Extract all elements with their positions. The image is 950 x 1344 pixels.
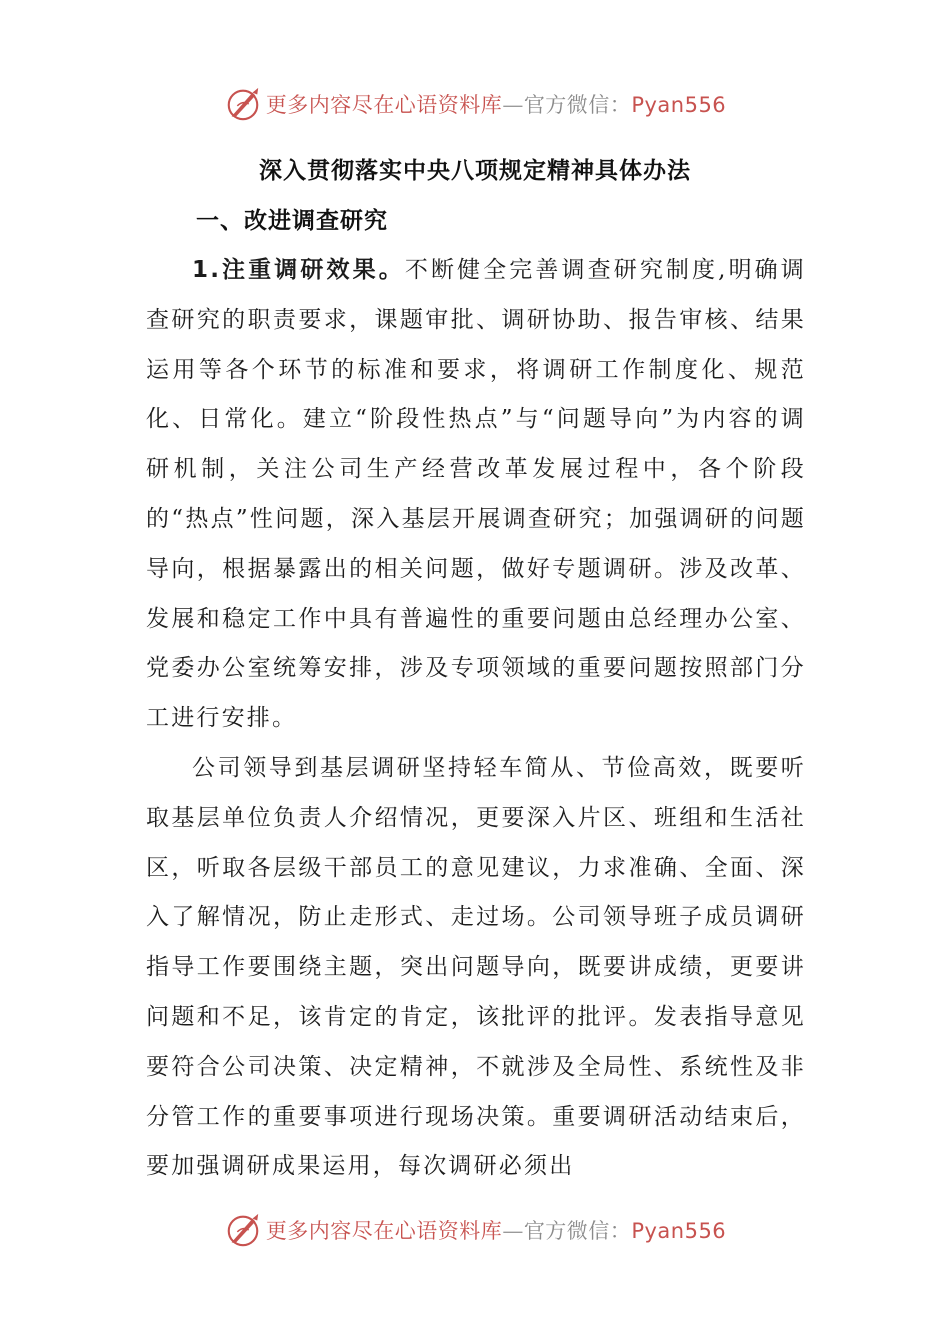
watermark-brand: 更多内容尽在心语资料库 xyxy=(265,1219,503,1243)
paragraph-1 xyxy=(146,246,806,744)
paragraph-2-text: 公司领导到基层调研坚持轻车简从、节俭高效，既要听取基层单位负责人介绍情况，更要深入片区、班组和生活社区，听取各层级干部员工的意见建议，力求准确、全面、深入了解情况，防止走形式、走过场。公司领导班子成员调研指导工作要围绕主题，突出问题导向，既要讲成绩，更要讲问题和不足，该肯定的肯定，该批评的批评。发表指导意见要符合公司决策、决定精神，不就涉及全局性、系统性及非分管工作的重要事项进行现场决策。重要调研活动结束后，要加强调研成果运用，每次调研必须出 xyxy=(146,754,806,1180)
paragraph-1-lead: 1.注重调研效果。 xyxy=(192,257,405,283)
quill-pen-logo-icon xyxy=(224,85,262,123)
watermark-separator: — xyxy=(502,1219,524,1243)
header-watermark xyxy=(0,84,950,124)
watermark-text xyxy=(266,89,726,119)
watermark-label: 官方微信： xyxy=(523,1219,632,1243)
watermark-wechat-id: Pyan556 xyxy=(631,93,727,117)
watermark-wechat-id: Pyan556 xyxy=(631,1219,727,1243)
document-body xyxy=(146,246,806,1192)
paragraph-1-text: 不断健全完善调查研究制度,明确调查研究的职责要求，课题审批、调研协助、报告审核、结果运用等各个环节的标准和要求，将调研工作制度化、规范化、日常化。建立“阶段性热点”与“问题导向”为内容的调研机制，关注公司生产经营改革发展过程中，各个阶段的“热点”性问题，深入基层开展调查研究；加强调研的问题导向，根据暴露出的相关问题，做好专题调研。涉及改革、发展和稳定工作中具有普遍性的重要问题由总经理办公室、党委办公室统筹安排，涉及专项领域的重要问题按照部门分工进行安排。 xyxy=(146,257,806,732)
paragraph-2 xyxy=(146,744,806,1192)
watermark-separator: — xyxy=(502,93,524,117)
watermark-text xyxy=(266,1215,726,1245)
document-title: 深入贯彻落实中央八项规定精神具体办法 xyxy=(259,158,691,184)
quill-pen-logo-icon xyxy=(224,1211,262,1249)
watermark-brand: 更多内容尽在心语资料库 xyxy=(265,93,503,117)
footer-watermark xyxy=(0,1210,950,1250)
section-heading: 一、改进调查研究 xyxy=(196,208,388,234)
watermark-label: 官方微信： xyxy=(523,93,632,117)
